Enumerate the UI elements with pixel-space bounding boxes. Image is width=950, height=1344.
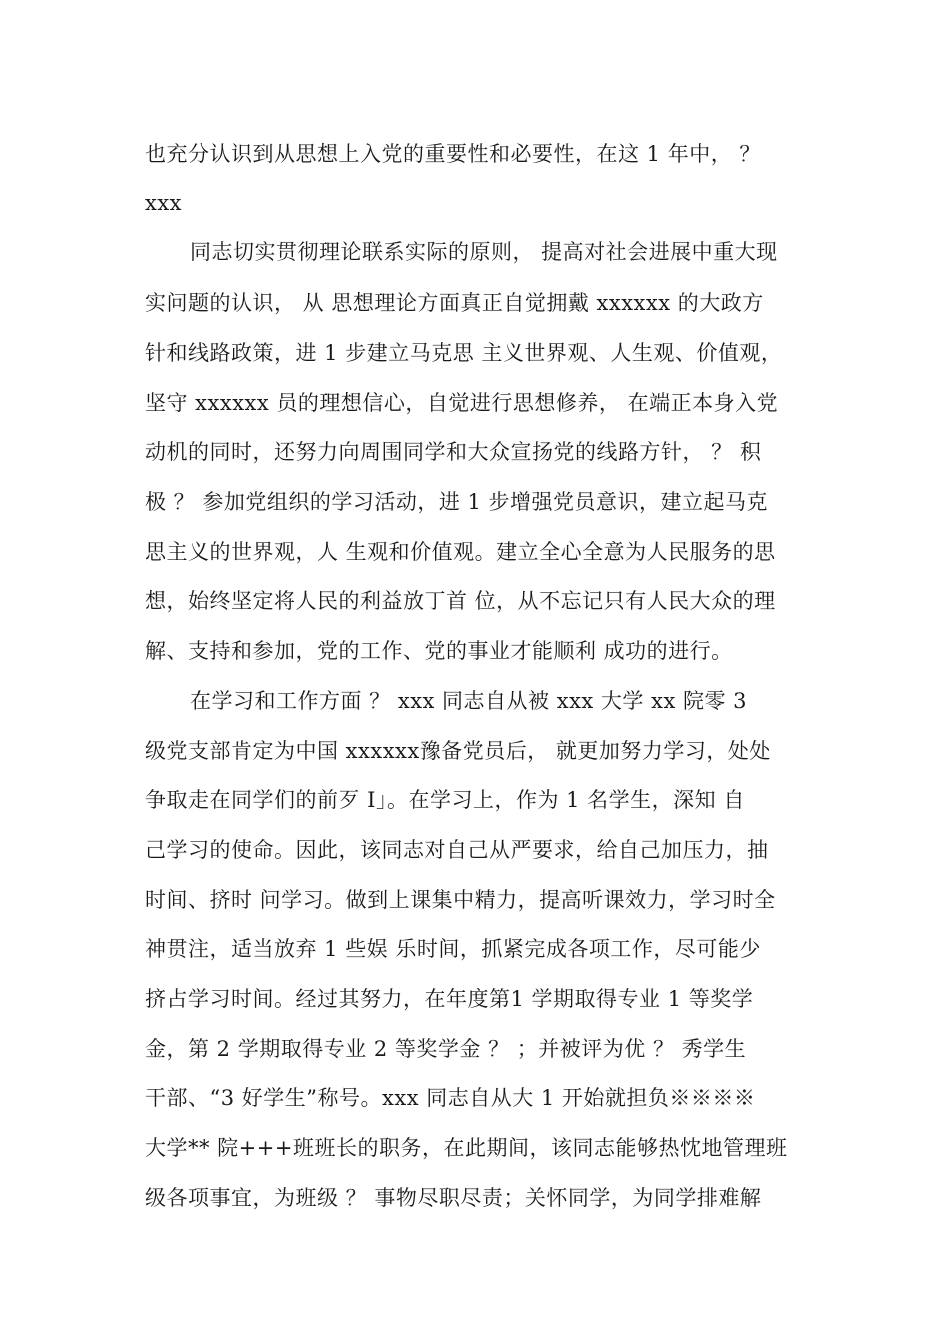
text-line: 神贯注，适当放弃 1 些娱 乐时间，抓紧完成各项工作，尽可能少 bbox=[145, 937, 761, 961]
text-line: 己学习的使命。因此，该同志对自己从严要求，给自己加压力，抽 bbox=[145, 838, 769, 862]
text-line: 解、支持和参加，党的工作、党的事业才能顺利 成功的进行。 bbox=[145, 639, 733, 663]
text-line: 坚守 xxxxxx 员的理想信心，自觉进行思想修养， 在端正本身入党 bbox=[145, 391, 779, 415]
paragraph-start-line: 同志切实贯彻理论联系实际的原则， 提高对社会进展中重大现 bbox=[190, 240, 778, 264]
text-line: 极 ？ 参加党组织的学习活动，进 1 步增强党员意识，建立起马克 bbox=[145, 490, 769, 514]
text-line: 思主义的世界观，人 生观和价值观。建立全心全意为人民服务的思 bbox=[145, 540, 776, 564]
text-line: 挤占学习时间。经过其努力，在年度第1 学期取得专业 1 等奖学 bbox=[145, 987, 754, 1011]
text-line: 金，第 2 学期取得专业 2 等奖学金 ？ ；并被评为优 ？ 秀学生 bbox=[145, 1037, 747, 1061]
text-line: 时间、挤时 问学习。做到上课集中精力，提高听课效力，学习时全 bbox=[145, 888, 776, 912]
text-line: 级党支部肯定为中国 xxxxxx豫备党员后， 就更加努力学习，处处 bbox=[145, 739, 771, 763]
text-line: 针和线路政策，进 1 步建立马克思 主义世界观、人生观、价值观， bbox=[145, 341, 783, 365]
text-line: xxx bbox=[145, 191, 183, 215]
text-line: 大学** 院+++班班长的职务，在此期间，该同志能够热忱地管理班 bbox=[145, 1136, 788, 1160]
text-line: 争取走在同学们的前歹 I」。在学习上，作为 1 名学生，深知 自 bbox=[145, 788, 745, 812]
text-line: 动机的同时，还努力向周围同学和大众宣扬党的线路方针， ？ 积 bbox=[145, 440, 762, 464]
text-line: 实问题的认识， 从 思想理论方面真正自觉拥戴 xxxxxx 的大政方 bbox=[145, 291, 764, 315]
text-line: 想，始终坚定将人民的利益放丁首 位，从不忘记只有人民大众的理 bbox=[145, 589, 776, 613]
text-line: 干部、“3 好学生”称号。xxx 同志自从大 1 开始就担负※※※※ bbox=[145, 1086, 756, 1110]
text-line: 级各项事宜，为班级 ？ 事物尽职尽责；关怀同学，为同学排难解 bbox=[145, 1186, 762, 1210]
text-line: 也充分认识到从思想上入党的重要性和必要性，在这 1 年中， ？ bbox=[145, 142, 761, 166]
paragraph-start-line: 在学习和工作方面 ？ xxx 同志自从被 xxx 大学 xx 院零 3 bbox=[190, 689, 748, 713]
